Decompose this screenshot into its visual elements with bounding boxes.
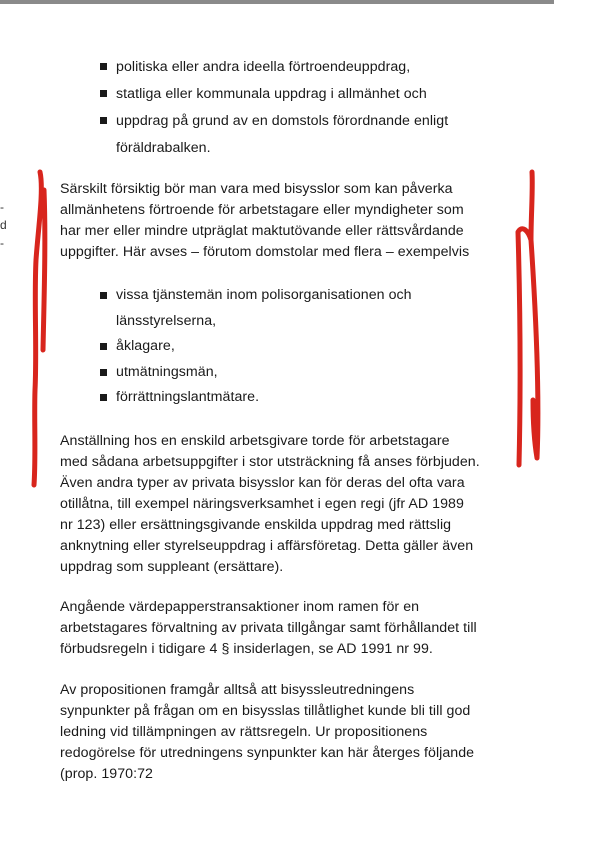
margin-mark: d	[0, 218, 7, 232]
paragraph-4: Av propositionen framgår alltså att bisysslеutredningens synpunkter på frågan om en bisysslas tillåtlighet kunde bli till god ledning vid tillämpningen av rättsregeln. Ur propositionens redogörelse för utredningens synpunkter kan här återges följande (prop. 1970:72	[60, 681, 475, 782]
list-item-text: vissa tjänstemän inom polisorganisationen och länsstyrelserna,	[116, 287, 412, 329]
margin-mark: -	[0, 200, 4, 214]
list-item-text: utmätningsmän,	[116, 363, 218, 380]
bullet-list-1	[60, 54, 480, 162]
paragraph-3: Angående värdepapperstransaktioner inom ramen för en arbetstagares förvaltning av privata tillgångar samt förhållandet till förbudsregeln i tidigare 4 § insiderlagen, se AD 1991 nr 99.	[60, 598, 477, 657]
list-item-text: uppdrag på grund av en domstols förordnande enligt föräldrabalken.	[116, 113, 449, 156]
bullet-icon	[100, 90, 107, 97]
page-top-edge	[0, 0, 554, 4]
bullet-icon	[100, 343, 107, 350]
list-item	[60, 334, 480, 360]
margin-mark: -	[0, 236, 4, 250]
red-bracket-right-mark	[518, 172, 538, 465]
bullet-icon	[100, 292, 107, 299]
page-text	[60, 54, 480, 785]
bullet-icon	[100, 394, 107, 401]
bullet-list-2	[60, 283, 480, 411]
list-item-text: förrättningslantmätare.	[116, 389, 260, 405]
list-item	[60, 54, 480, 81]
list-item	[60, 385, 480, 411]
red-bracket-left-mark	[34, 172, 45, 485]
bullet-icon	[100, 369, 107, 376]
bullet-icon	[100, 117, 107, 124]
list-item	[60, 360, 480, 386]
paragraph-2: Anställning hos en enskild arbetsgivare torde för arbetstagare med sådana arbetsuppgifter i stor utsträckning få anses förbjuden. Även andra typer av privata bisysslor kan för deras del ofta vara otillåtna, till exempel näringsverksamhet i egen regi (jfr AD 1989 nr 123) eller ersättningsgivande enskilda uppdrag med rättslig anknytning eller styrelseuppdrag i affärsföretag. Detta gäller även uppdrag som suppleant (ersättare).	[60, 432, 480, 575]
list-item-text: politiska eller andra ideella förtroendeuppdrag,	[116, 59, 411, 75]
paragraph-1: Särskilt försiktig bör man vara med bisysslor som kan påverka allmänhetens förtroende för arbetstagare eller myndigheter som har mer eller mindre utpräglat maktutövande eller rättsvårdande uppgifter. Här avses – förutom domstolar med flera – exempelvis	[60, 181, 470, 260]
list-item-text: åklagare,	[116, 338, 175, 354]
list-item	[60, 108, 480, 162]
list-item	[60, 283, 480, 334]
list-item	[60, 81, 480, 108]
margin-marks	[0, 198, 10, 252]
list-item-text: statliga eller kommunala uppdrag i allmänhet och	[116, 86, 427, 102]
bullet-icon	[100, 63, 107, 70]
